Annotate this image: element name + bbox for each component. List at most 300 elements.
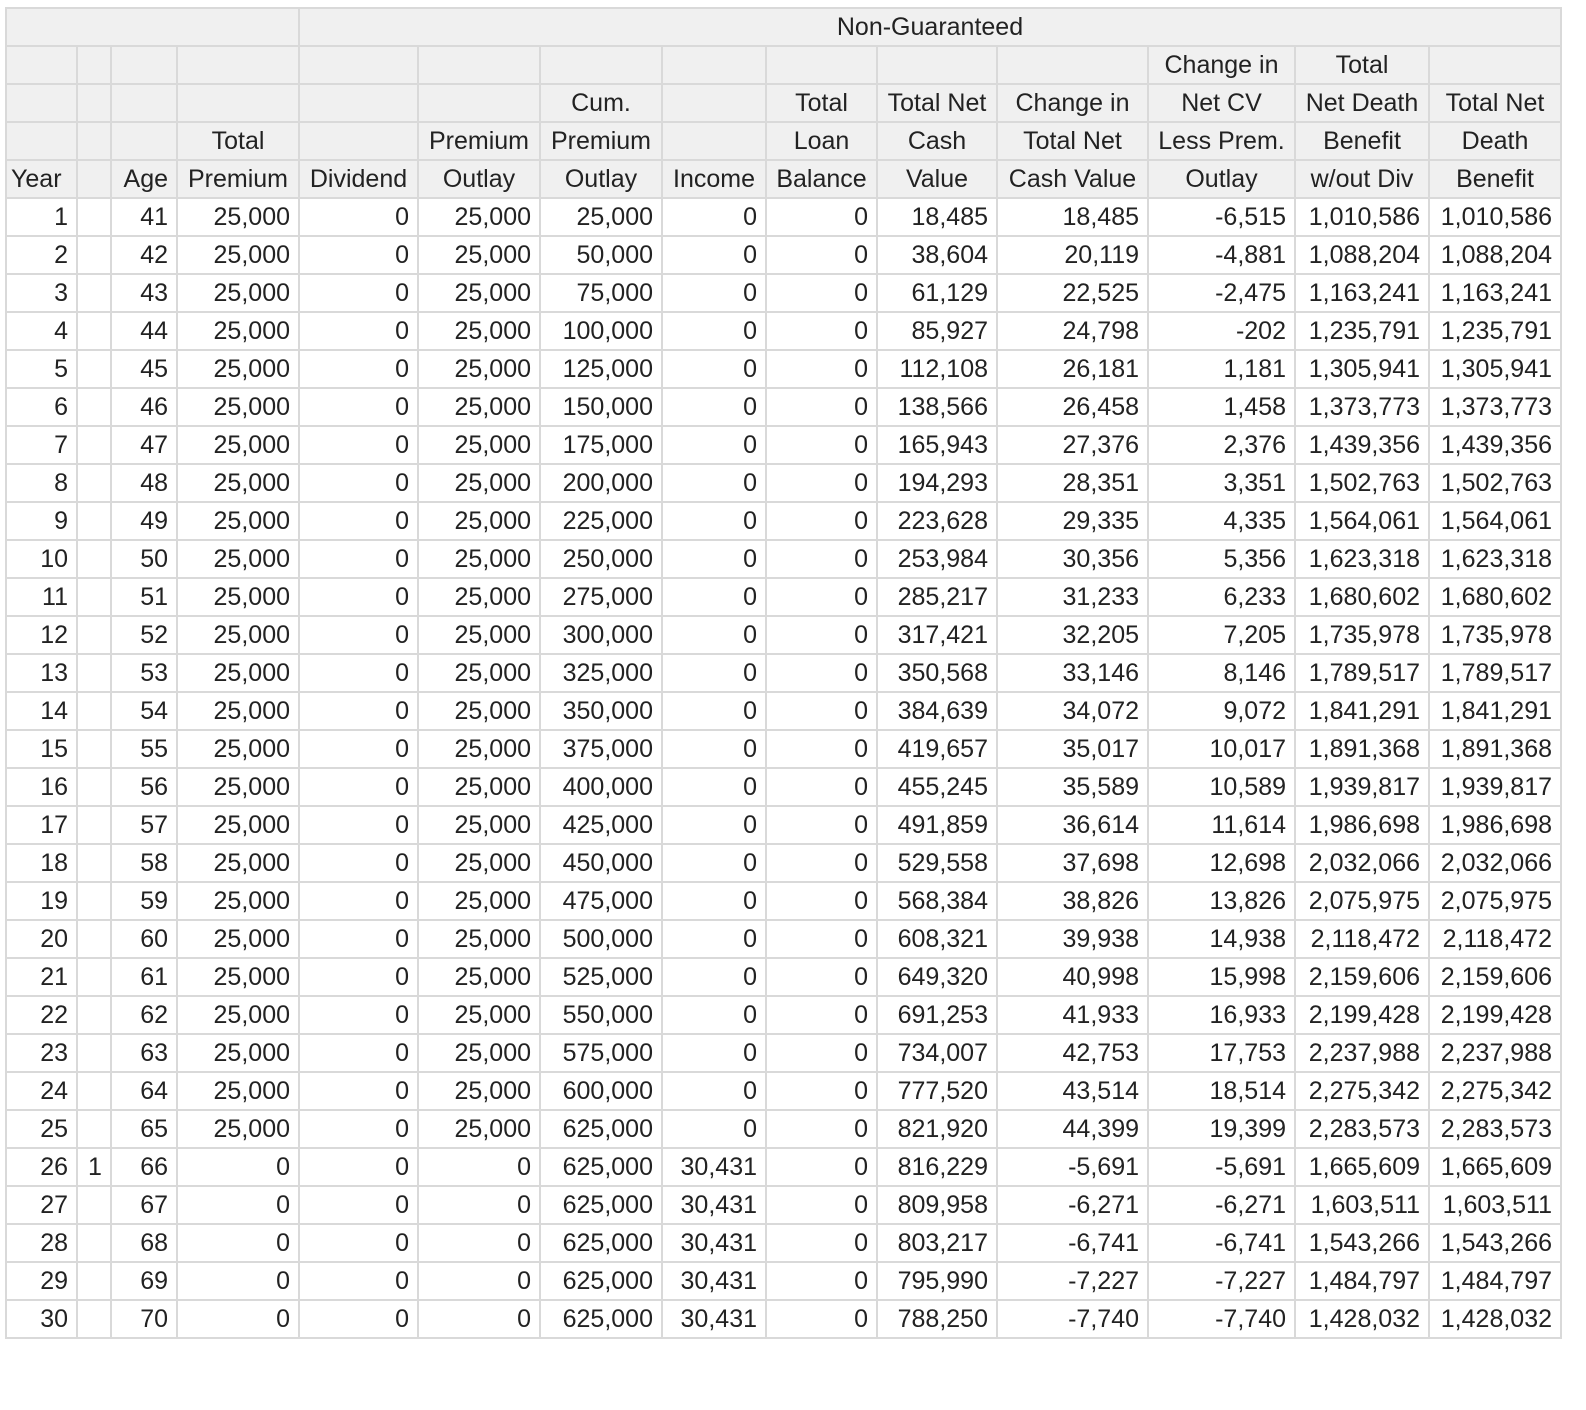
- cell-change-net-cv-less-prem: -4,881: [1148, 236, 1295, 274]
- cell-income: 30,431: [662, 1224, 766, 1262]
- cell-age: 65: [111, 1110, 177, 1148]
- cell-change-total-net-cash-value: 36,614: [997, 806, 1148, 844]
- cell-total-net-db-wout-div: 2,032,066: [1295, 844, 1429, 882]
- column-header-total-net-cash-value: [877, 46, 997, 84]
- illustration-table: [5, 7, 1562, 1339]
- cell-cum-premium-outlay: 300,000: [540, 616, 662, 654]
- cell-year: 24: [6, 1072, 77, 1110]
- column-header-change-net-cv-less-prem: Change in: [1148, 46, 1295, 84]
- cell-total-loan-balance: 0: [766, 730, 877, 768]
- cell-change-net-cv-less-prem: 15,998: [1148, 958, 1295, 996]
- cell-year: 21: [6, 958, 77, 996]
- cell-income: 0: [662, 996, 766, 1034]
- table-row: [6, 920, 1561, 958]
- table-row: [6, 882, 1561, 920]
- cell-total-loan-balance: 0: [766, 312, 877, 350]
- cell-premium-outlay: 25,000: [418, 616, 540, 654]
- cell-total-loan-balance: 0: [766, 350, 877, 388]
- cell-change-net-cv-less-prem: 12,698: [1148, 844, 1295, 882]
- cell-cum-premium-outlay: 175,000: [540, 426, 662, 464]
- cell-change-total-net-cash-value: 40,998: [997, 958, 1148, 996]
- cell-year: 26: [6, 1148, 77, 1186]
- cell-total-net-death-benefit: 1,735,978: [1429, 616, 1561, 654]
- column-header-total-net-death-benefit: Total Net: [1429, 84, 1561, 122]
- cell-income: 0: [662, 1110, 766, 1148]
- cell-income: 0: [662, 806, 766, 844]
- cell-total-net-death-benefit: 1,986,698: [1429, 806, 1561, 844]
- cell-year: 29: [6, 1262, 77, 1300]
- cell-total-loan-balance: 0: [766, 236, 877, 274]
- cell-change-net-cv-less-prem: 3,351: [1148, 464, 1295, 502]
- cell-total-net-db-wout-div: 1,665,609: [1295, 1148, 1429, 1186]
- cell-year: 19: [6, 882, 77, 920]
- cell-premium-outlay: 25,000: [418, 236, 540, 274]
- cell-year: 5: [6, 350, 77, 388]
- cell-total-loan-balance: 0: [766, 806, 877, 844]
- table-row: [6, 464, 1561, 502]
- cell-total-net-db-wout-div: 1,163,241: [1295, 274, 1429, 312]
- column-header-total-net-db-wout-div: Benefit: [1295, 122, 1429, 160]
- cell-age: 69: [111, 1262, 177, 1300]
- cell-change-total-net-cash-value: -6,741: [997, 1224, 1148, 1262]
- cell-cum-premium-outlay: 550,000: [540, 996, 662, 1034]
- cell-total-loan-balance: 0: [766, 844, 877, 882]
- cell-premium-outlay: 25,000: [418, 806, 540, 844]
- cell-year: 9: [6, 502, 77, 540]
- cell-change-net-cv-less-prem: 14,938: [1148, 920, 1295, 958]
- cell-change-net-cv-less-prem: -6,271: [1148, 1186, 1295, 1224]
- cell-total-net-db-wout-div: 2,283,573: [1295, 1110, 1429, 1148]
- cell-income: 0: [662, 578, 766, 616]
- column-header-age: [111, 84, 177, 122]
- cell-change-net-cv-less-prem: 5,356: [1148, 540, 1295, 578]
- cell-total-net-db-wout-div: 1,841,291: [1295, 692, 1429, 730]
- cell-total-net-cash-value: 816,229: [877, 1148, 997, 1186]
- cell-cum-premium-outlay: 275,000: [540, 578, 662, 616]
- table-row: [6, 692, 1561, 730]
- cell-total-loan-balance: 0: [766, 198, 877, 236]
- cell-flag: [77, 312, 111, 350]
- cell-change-total-net-cash-value: 20,119: [997, 236, 1148, 274]
- cell-total-loan-balance: 0: [766, 958, 877, 996]
- cell-change-total-net-cash-value: -7,740: [997, 1300, 1148, 1338]
- column-header-income: [662, 84, 766, 122]
- cell-year: 23: [6, 1034, 77, 1072]
- cell-cum-premium-outlay: 225,000: [540, 502, 662, 540]
- cell-income: 30,431: [662, 1300, 766, 1338]
- cell-dividend: 0: [299, 844, 418, 882]
- table-row: [6, 502, 1561, 540]
- column-header-dividend: Dividend: [299, 160, 418, 198]
- cell-change-total-net-cash-value: -5,691: [997, 1148, 1148, 1186]
- cell-age: 50: [111, 540, 177, 578]
- cell-total-net-death-benefit: 1,235,791: [1429, 312, 1561, 350]
- cell-change-total-net-cash-value: 43,514: [997, 1072, 1148, 1110]
- cell-year: 17: [6, 806, 77, 844]
- column-header-total-loan-balance: Total: [766, 84, 877, 122]
- cell-premium-outlay: 25,000: [418, 502, 540, 540]
- cell-premium-outlay: 25,000: [418, 540, 540, 578]
- cell-total-loan-balance: 0: [766, 1034, 877, 1072]
- cell-change-total-net-cash-value: 26,181: [997, 350, 1148, 388]
- cell-income: 0: [662, 540, 766, 578]
- cell-total-net-cash-value: 568,384: [877, 882, 997, 920]
- cell-total-net-db-wout-div: 1,428,032: [1295, 1300, 1429, 1338]
- cell-premium-outlay: 25,000: [418, 958, 540, 996]
- column-header-total-net-death-benefit: Benefit: [1429, 160, 1561, 198]
- cell-change-total-net-cash-value: 44,399: [997, 1110, 1148, 1148]
- cell-total-net-db-wout-div: 1,891,368: [1295, 730, 1429, 768]
- cell-dividend: 0: [299, 464, 418, 502]
- cell-flag: [77, 616, 111, 654]
- cell-total-net-cash-value: 384,639: [877, 692, 997, 730]
- cell-total-premium: 25,000: [177, 274, 299, 312]
- cell-cum-premium-outlay: 575,000: [540, 1034, 662, 1072]
- cell-total-loan-balance: 0: [766, 616, 877, 654]
- cell-flag: [77, 1072, 111, 1110]
- cell-total-net-db-wout-div: 2,275,342: [1295, 1072, 1429, 1110]
- cell-total-net-cash-value: 419,657: [877, 730, 997, 768]
- cell-age: 52: [111, 616, 177, 654]
- table-row: [6, 996, 1561, 1034]
- cell-flag: [77, 1186, 111, 1224]
- cell-income: 0: [662, 502, 766, 540]
- column-header-premium-outlay: [418, 46, 540, 84]
- cell-flag: [77, 806, 111, 844]
- cell-total-loan-balance: 0: [766, 1186, 877, 1224]
- cell-dividend: 0: [299, 540, 418, 578]
- cell-total-net-db-wout-div: 1,010,586: [1295, 198, 1429, 236]
- cell-total-net-death-benefit: 1,891,368: [1429, 730, 1561, 768]
- cell-total-loan-balance: 0: [766, 388, 877, 426]
- cell-total-net-death-benefit: 1,088,204: [1429, 236, 1561, 274]
- cell-flag: [77, 274, 111, 312]
- table-row: [6, 1224, 1561, 1262]
- cell-dividend: 0: [299, 502, 418, 540]
- cell-premium-outlay: 25,000: [418, 768, 540, 806]
- cell-income: 0: [662, 730, 766, 768]
- cell-income: 0: [662, 198, 766, 236]
- cell-premium-outlay: 25,000: [418, 350, 540, 388]
- table-row: [6, 274, 1561, 312]
- cell-cum-premium-outlay: 625,000: [540, 1110, 662, 1148]
- cell-change-total-net-cash-value: 35,589: [997, 768, 1148, 806]
- header-line-row: [6, 46, 1561, 84]
- cell-total-premium: 25,000: [177, 502, 299, 540]
- cell-income: 0: [662, 882, 766, 920]
- cell-total-net-death-benefit: 1,564,061: [1429, 502, 1561, 540]
- cell-total-premium: 25,000: [177, 958, 299, 996]
- cell-total-net-db-wout-div: 1,986,698: [1295, 806, 1429, 844]
- cell-flag: [77, 1034, 111, 1072]
- cell-flag: [77, 464, 111, 502]
- cell-total-premium: 25,000: [177, 654, 299, 692]
- cell-total-premium: 25,000: [177, 350, 299, 388]
- cell-cum-premium-outlay: 625,000: [540, 1262, 662, 1300]
- cell-year: 14: [6, 692, 77, 730]
- table-row: [6, 426, 1561, 464]
- cell-year: 22: [6, 996, 77, 1034]
- cell-premium-outlay: 25,000: [418, 1110, 540, 1148]
- cell-premium-outlay: 25,000: [418, 198, 540, 236]
- cell-cum-premium-outlay: 625,000: [540, 1186, 662, 1224]
- cell-age: 57: [111, 806, 177, 844]
- cell-flag: [77, 502, 111, 540]
- cell-dividend: 0: [299, 578, 418, 616]
- cell-total-net-cash-value: 455,245: [877, 768, 997, 806]
- table-row: [6, 806, 1561, 844]
- table-row: [6, 1034, 1561, 1072]
- cell-flag: [77, 1262, 111, 1300]
- cell-total-premium: 0: [177, 1300, 299, 1338]
- cell-total-loan-balance: 0: [766, 920, 877, 958]
- cell-premium-outlay: 25,000: [418, 730, 540, 768]
- cell-income: 0: [662, 654, 766, 692]
- cell-total-loan-balance: 0: [766, 1262, 877, 1300]
- cell-change-total-net-cash-value: 31,233: [997, 578, 1148, 616]
- cell-dividend: 0: [299, 692, 418, 730]
- cell-total-net-death-benefit: 1,502,763: [1429, 464, 1561, 502]
- cell-change-net-cv-less-prem: 13,826: [1148, 882, 1295, 920]
- cell-cum-premium-outlay: 50,000: [540, 236, 662, 274]
- cell-age: 42: [111, 236, 177, 274]
- cell-cum-premium-outlay: 625,000: [540, 1148, 662, 1186]
- cell-age: 49: [111, 502, 177, 540]
- cell-total-net-cash-value: 734,007: [877, 1034, 997, 1072]
- cell-premium-outlay: 25,000: [418, 1034, 540, 1072]
- header-line-row: [6, 84, 1561, 122]
- column-header-change-net-cv-less-prem: Less Prem.: [1148, 122, 1295, 160]
- cell-total-premium: 25,000: [177, 920, 299, 958]
- column-header-total-loan-balance: Balance: [766, 160, 877, 198]
- cell-change-total-net-cash-value: 29,335: [997, 502, 1148, 540]
- cell-income: 0: [662, 1072, 766, 1110]
- cell-change-total-net-cash-value: 22,525: [997, 274, 1148, 312]
- cell-flag: [77, 882, 111, 920]
- cell-total-net-db-wout-div: 1,735,978: [1295, 616, 1429, 654]
- cell-total-loan-balance: 0: [766, 540, 877, 578]
- cell-dividend: 0: [299, 1224, 418, 1262]
- cell-total-premium: 25,000: [177, 882, 299, 920]
- cell-total-net-db-wout-div: 1,939,817: [1295, 768, 1429, 806]
- cell-year: 1: [6, 198, 77, 236]
- table-row: [6, 236, 1561, 274]
- cell-dividend: 0: [299, 198, 418, 236]
- cell-total-net-cash-value: 821,920: [877, 1110, 997, 1148]
- cell-dividend: 0: [299, 958, 418, 996]
- cell-change-net-cv-less-prem: 19,399: [1148, 1110, 1295, 1148]
- cell-change-net-cv-less-prem: -202: [1148, 312, 1295, 350]
- cell-premium-outlay: 25,000: [418, 920, 540, 958]
- cell-change-net-cv-less-prem: 7,205: [1148, 616, 1295, 654]
- cell-total-net-db-wout-div: 2,237,988: [1295, 1034, 1429, 1072]
- cell-flag: [77, 1224, 111, 1262]
- cell-dividend: 0: [299, 1300, 418, 1338]
- column-header-age: [111, 122, 177, 160]
- cell-total-net-db-wout-div: 1,373,773: [1295, 388, 1429, 426]
- cell-change-total-net-cash-value: 24,798: [997, 312, 1148, 350]
- cell-change-net-cv-less-prem: -5,691: [1148, 1148, 1295, 1186]
- cell-total-loan-balance: 0: [766, 464, 877, 502]
- cell-income: 0: [662, 616, 766, 654]
- cell-premium-outlay: 25,000: [418, 1072, 540, 1110]
- column-header-income: [662, 122, 766, 160]
- column-header-change-total-net-cash-value: [997, 46, 1148, 84]
- cell-year: 7: [6, 426, 77, 464]
- cell-change-total-net-cash-value: 28,351: [997, 464, 1148, 502]
- cell-change-net-cv-less-prem: 1,181: [1148, 350, 1295, 388]
- cell-dividend: 0: [299, 882, 418, 920]
- cell-year: 8: [6, 464, 77, 502]
- cell-age: 58: [111, 844, 177, 882]
- cell-cum-premium-outlay: 125,000: [540, 350, 662, 388]
- cell-total-loan-balance: 0: [766, 882, 877, 920]
- cell-total-net-db-wout-div: 1,484,797: [1295, 1262, 1429, 1300]
- cell-total-premium: 0: [177, 1262, 299, 1300]
- table-row: [6, 844, 1561, 882]
- cell-total-net-death-benefit: 2,199,428: [1429, 996, 1561, 1034]
- cell-total-net-death-benefit: 1,841,291: [1429, 692, 1561, 730]
- cell-year: 2: [6, 236, 77, 274]
- cell-flag: [77, 198, 111, 236]
- table-row: [6, 388, 1561, 426]
- cell-total-net-cash-value: 61,129: [877, 274, 997, 312]
- table-row: [6, 768, 1561, 806]
- column-header-total-loan-balance: [766, 46, 877, 84]
- table-row: [6, 198, 1561, 236]
- cell-total-net-death-benefit: 2,118,472: [1429, 920, 1561, 958]
- cell-total-net-death-benefit: 1,373,773: [1429, 388, 1561, 426]
- cell-total-net-cash-value: 795,990: [877, 1262, 997, 1300]
- cell-flag: [77, 692, 111, 730]
- table-row: [6, 1072, 1561, 1110]
- cell-year: 28: [6, 1224, 77, 1262]
- column-header-premium-outlay: [418, 84, 540, 122]
- cell-total-premium: 25,000: [177, 806, 299, 844]
- cell-year: 3: [6, 274, 77, 312]
- cell-total-premium: 25,000: [177, 1034, 299, 1072]
- cell-total-net-cash-value: 223,628: [877, 502, 997, 540]
- cell-total-net-db-wout-div: 2,118,472: [1295, 920, 1429, 958]
- cell-change-total-net-cash-value: 26,458: [997, 388, 1148, 426]
- cell-total-premium: 25,000: [177, 768, 299, 806]
- column-header-change-total-net-cash-value: Total Net: [997, 122, 1148, 160]
- cell-change-net-cv-less-prem: -2,475: [1148, 274, 1295, 312]
- column-header-total-net-death-benefit: [1429, 46, 1561, 84]
- table-header: [6, 8, 1561, 198]
- cell-total-net-death-benefit: 1,789,517: [1429, 654, 1561, 692]
- cell-income: 0: [662, 844, 766, 882]
- cell-age: 59: [111, 882, 177, 920]
- cell-total-net-death-benefit: 1,163,241: [1429, 274, 1561, 312]
- cell-flag: [77, 844, 111, 882]
- cell-change-total-net-cash-value: -6,271: [997, 1186, 1148, 1224]
- cell-flag: [77, 426, 111, 464]
- cell-dividend: 0: [299, 350, 418, 388]
- cell-premium-outlay: 0: [418, 1148, 540, 1186]
- cell-total-net-death-benefit: 1,010,586: [1429, 198, 1561, 236]
- cell-age: 44: [111, 312, 177, 350]
- cell-total-net-db-wout-div: 1,235,791: [1295, 312, 1429, 350]
- cell-dividend: 0: [299, 1262, 418, 1300]
- cell-total-net-death-benefit: 1,439,356: [1429, 426, 1561, 464]
- table-row: [6, 958, 1561, 996]
- cell-age: 62: [111, 996, 177, 1034]
- cell-total-loan-balance: 0: [766, 1224, 877, 1262]
- cell-total-net-cash-value: 85,927: [877, 312, 997, 350]
- cell-total-net-db-wout-div: 1,502,763: [1295, 464, 1429, 502]
- table-row: [6, 616, 1561, 654]
- cell-total-premium: 25,000: [177, 1072, 299, 1110]
- cell-total-premium: 25,000: [177, 312, 299, 350]
- cell-age: 48: [111, 464, 177, 502]
- cell-age: 54: [111, 692, 177, 730]
- column-header-dividend: [299, 84, 418, 122]
- cell-change-net-cv-less-prem: 10,017: [1148, 730, 1295, 768]
- cell-change-net-cv-less-prem: 9,072: [1148, 692, 1295, 730]
- cell-year: 15: [6, 730, 77, 768]
- cell-total-net-death-benefit: 1,543,266: [1429, 1224, 1561, 1262]
- cell-total-loan-balance: 0: [766, 1072, 877, 1110]
- cell-change-total-net-cash-value: 30,356: [997, 540, 1148, 578]
- table-row: [6, 1110, 1561, 1148]
- column-header-total-net-db-wout-div: Total: [1295, 46, 1429, 84]
- cell-total-net-cash-value: 691,253: [877, 996, 997, 1034]
- column-header-cum-premium-outlay: Outlay: [540, 160, 662, 198]
- cell-year: 27: [6, 1186, 77, 1224]
- cell-total-premium: 25,000: [177, 198, 299, 236]
- cell-flag: [77, 578, 111, 616]
- cell-change-total-net-cash-value: 39,938: [997, 920, 1148, 958]
- cell-age: 51: [111, 578, 177, 616]
- cell-total-net-death-benefit: 2,237,988: [1429, 1034, 1561, 1072]
- cell-year: 20: [6, 920, 77, 958]
- column-header-age: Age: [111, 160, 177, 198]
- cell-cum-premium-outlay: 325,000: [540, 654, 662, 692]
- cell-change-net-cv-less-prem: 4,335: [1148, 502, 1295, 540]
- cell-total-net-cash-value: 529,558: [877, 844, 997, 882]
- column-header-income: Income: [662, 160, 766, 198]
- cell-flag: [77, 540, 111, 578]
- cell-total-net-death-benefit: 1,484,797: [1429, 1262, 1561, 1300]
- cell-total-net-db-wout-div: 1,603,511: [1295, 1186, 1429, 1224]
- cell-premium-outlay: 25,000: [418, 996, 540, 1034]
- column-header-year: [6, 84, 77, 122]
- column-header-flag: [77, 84, 111, 122]
- cell-dividend: 0: [299, 236, 418, 274]
- cell-total-net-cash-value: 777,520: [877, 1072, 997, 1110]
- cell-age: 43: [111, 274, 177, 312]
- cell-income: 0: [662, 958, 766, 996]
- cell-change-net-cv-less-prem: 16,933: [1148, 996, 1295, 1034]
- column-header-total-premium: Premium: [177, 160, 299, 198]
- cell-age: 61: [111, 958, 177, 996]
- table-body: [6, 198, 1561, 1338]
- cell-total-loan-balance: 0: [766, 1300, 877, 1338]
- column-header-total-loan-balance: Loan: [766, 122, 877, 160]
- cell-total-net-death-benefit: 2,159,606: [1429, 958, 1561, 996]
- cell-cum-premium-outlay: 200,000: [540, 464, 662, 502]
- cell-change-net-cv-less-prem: 17,753: [1148, 1034, 1295, 1072]
- cell-year: 12: [6, 616, 77, 654]
- cell-change-net-cv-less-prem: -7,227: [1148, 1262, 1295, 1300]
- cell-total-net-cash-value: 165,943: [877, 426, 997, 464]
- cell-total-net-db-wout-div: 2,199,428: [1295, 996, 1429, 1034]
- cell-year: 10: [6, 540, 77, 578]
- cell-total-net-death-benefit: 2,075,975: [1429, 882, 1561, 920]
- cell-total-net-cash-value: 788,250: [877, 1300, 997, 1338]
- cell-change-net-cv-less-prem: 1,458: [1148, 388, 1295, 426]
